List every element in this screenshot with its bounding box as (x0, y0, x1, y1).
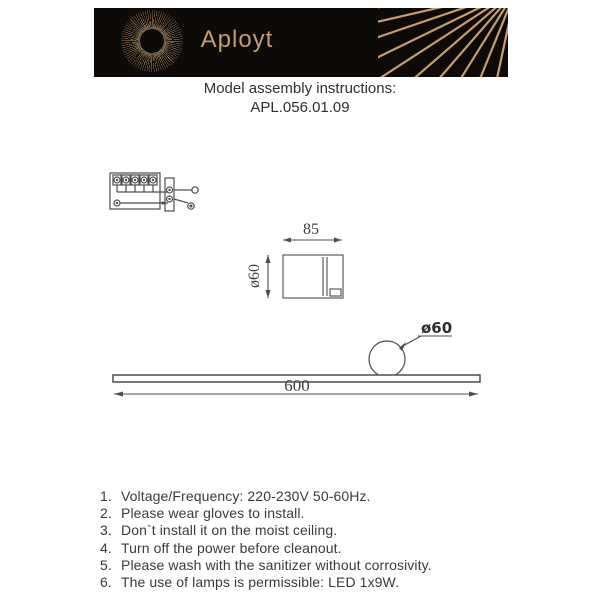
item-text: Please wash with the sanitizer without corrosivity. (121, 556, 432, 573)
item-number: 4. (100, 539, 112, 556)
list-item (100, 505, 510, 522)
sunburst-logo-icon (121, 10, 183, 72)
item-number: 1. (100, 488, 112, 504)
item-text: Voltage/Frequency: 220-230V 50-60Hz. (121, 488, 371, 504)
item-text: Don`t install it on the moist ceiling. (121, 522, 338, 539)
item-text: Turn off the power before cleanout. (121, 539, 342, 556)
list-item (100, 522, 510, 539)
list-item (100, 574, 510, 591)
lamp-head-side-view-drawing (243, 218, 355, 310)
lamp-front-view-drawing (108, 318, 488, 403)
diameter-dimension-label: ø60 (246, 264, 263, 288)
model-number: APL.056.01.09 (250, 99, 350, 116)
length-dimension-label: 600 (284, 376, 310, 395)
item-text: Please wear gloves to install. (121, 505, 305, 522)
width-dimension-label: 85 (303, 221, 319, 238)
item-number: 5. (100, 556, 112, 573)
item-number: 6. (100, 574, 112, 591)
document-title: Model assembly instructions: (203, 80, 397, 97)
terminal-block-drawing (106, 166, 206, 218)
instructions-list (100, 488, 510, 591)
item-number: 2. (100, 505, 112, 522)
head-diameter-label: ø60 (421, 319, 453, 337)
list-item (100, 540, 510, 557)
ray-fan-decoration-icon (378, 8, 508, 77)
item-number: 3. (100, 522, 112, 539)
list-item (100, 488, 510, 505)
item-text: The use of lamps is permissible: LED 1x9W. (121, 574, 400, 591)
list-item (100, 557, 510, 574)
brand-banner (94, 8, 508, 77)
brand-logo-text: Aployt (200, 26, 274, 53)
